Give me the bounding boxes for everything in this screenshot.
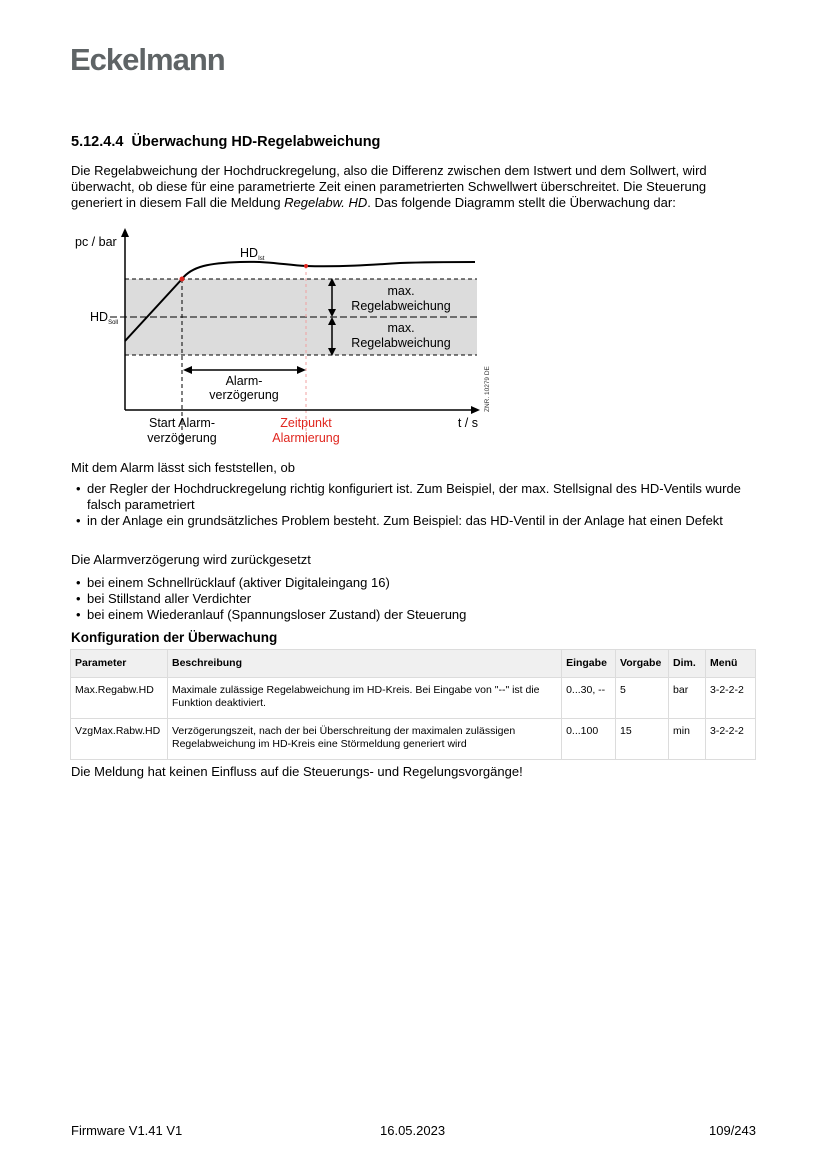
y-axis-label: pc / bar [75, 235, 117, 249]
intro-paragraph [71, 163, 761, 211]
hd-soll-label: $HD_{Soll}$ [90, 310, 119, 326]
table-row [71, 678, 756, 719]
cell-default: 5 [616, 678, 669, 719]
cell-parameter: VzgMax.Rabw.HD [71, 719, 168, 760]
x-axis-label: t / s [457, 416, 478, 430]
eckelmann-logo: Eckelmann [70, 42, 225, 77]
cell-input: 0...30, -- [562, 678, 616, 719]
diagram-svg [70, 228, 500, 450]
column-header-default: Vorgabe [616, 650, 669, 678]
message-name: Regelabw. HD [284, 195, 368, 210]
band-upper-label-2: Regelabweichung [351, 299, 451, 313]
note-text: Die Meldung hat keinen Einfluss auf die Steuerungs- und Regelungsvorgänge! [71, 764, 523, 779]
cell-default: 15 [616, 719, 669, 760]
alarm-check-lead: Mit dem Alarm lässt sich feststellen, ob [71, 460, 295, 475]
column-header-description: Beschreibung [167, 650, 561, 678]
hd-ist-label: $HD_{Ist}$ [240, 246, 265, 262]
table-row [71, 719, 756, 760]
footer-date: 16.05.2023 [380, 1123, 446, 1138]
table-header-row [71, 650, 756, 678]
list-item: • in der Anlage ein grundsätzliches Problem besteht. Zum Beispiel: das HD-Ventil in der Anlage hat einen Defekt [71, 513, 761, 529]
reset-lead: Die Alarmverzögerung wird zurückgesetzt [71, 552, 311, 567]
alarm-check-list [71, 481, 761, 529]
column-header-menu: Menü [706, 650, 756, 678]
footer-firmware: Firmware V1.41 V1 [71, 1123, 183, 1138]
footer-page-number: 109/243 [709, 1123, 756, 1138]
list-item: • bei Stillstand aller Verdichter [71, 591, 761, 607]
y-axis-arrow-icon [121, 228, 129, 237]
column-header-parameter: Parameter [71, 650, 168, 678]
delay-label-2: verzögerung [209, 388, 279, 402]
cell-input: 0...100 [562, 719, 616, 760]
list-item: • der Regler der Hochdruckregelung richtig konfiguriert ist. Zum Beispiel, der max. Stellsignal des HD-Ventils wurde falsch parametriert [71, 481, 761, 513]
cell-description: Maximale zulässige Regelabweichung im HD-Kreis. Bei Eingabe von "--" ist die Funktion deaktiviert. [167, 678, 561, 719]
band-lower-label-2: Regelabweichung [351, 336, 451, 350]
cell-dim: min [669, 719, 706, 760]
column-header-input: Eingabe [562, 650, 616, 678]
start-label-1: Start Alarm- [149, 416, 215, 430]
delay-label-1: Alarm- [225, 374, 263, 388]
cell-dim: bar [669, 678, 706, 719]
start-point-marker [180, 277, 185, 282]
start-label-2: verzögerung [147, 431, 217, 445]
section-title: 5.12.4.4 Überwachung HD-Regelabweichung [71, 134, 381, 150]
monitoring-diagram [70, 228, 500, 450]
delay-arrow-left-icon [183, 366, 192, 374]
cell-description: Verzögerungszeit, nach der bei Überschreitung der maximalen zulässigen Regelabweichung im HD-Kreis eine Störmeldung generiert wird [167, 719, 561, 760]
alarm-label-1: Zeitpunkt [280, 416, 332, 430]
delay-arrow-right-icon [297, 366, 306, 374]
x-axis-arrow-icon [471, 406, 480, 414]
reset-list [71, 575, 761, 623]
cell-menu: 3-2-2-2 [706, 678, 756, 719]
config-table [70, 649, 756, 760]
figure-id: ZNR. 10279 DE [484, 366, 491, 412]
intro-text-2: . Das folgende Diagramm stellt die Überwachung dar: [367, 195, 676, 210]
config-heading: Konfiguration der Überwachung [71, 630, 278, 645]
alarm-label-2: Alarmierung [272, 431, 340, 445]
band-upper-label-1: max. [387, 284, 415, 298]
list-item: • bei einem Schnellrücklauf (aktiver Digitaleingang 16) [71, 575, 761, 591]
cell-menu: 3-2-2-2 [706, 719, 756, 760]
cell-parameter: Max.Regabw.HD [71, 678, 168, 719]
alarm-point-marker [304, 264, 308, 268]
column-header-dim: Dim. [669, 650, 706, 678]
list-item: • bei einem Wiederanlauf (Spannungsloser Zustand) der Steuerung [71, 607, 761, 623]
band-lower-label-1: max. [387, 321, 415, 335]
intro-text-1: Die Regelabweichung der Hochdruckregelung, also die Differenz zwischen dem Istwert und dem Sollwert, wird überwacht, ob diese für eine parametrierte Zeit einen parametrierten Schwellwert überschreitet. Die Steuerung generiert in diesem Fall die Meldung [71, 163, 707, 210]
